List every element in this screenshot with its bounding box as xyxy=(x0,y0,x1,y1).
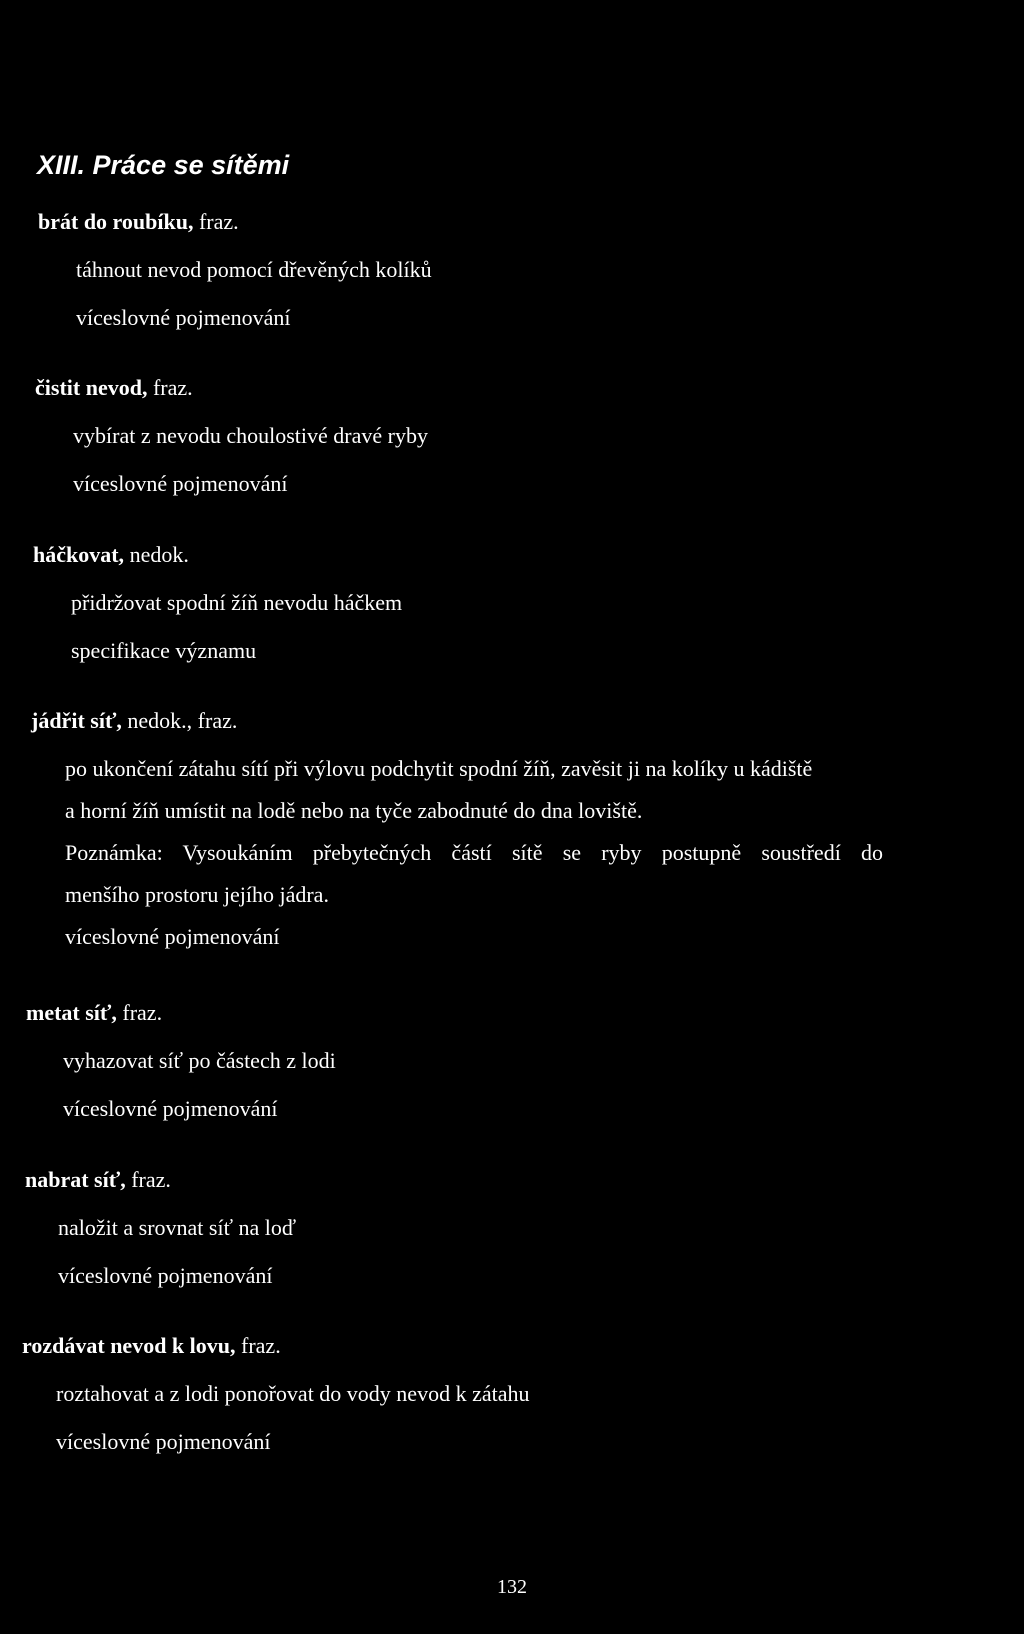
entry-category: víceslovné pojmenování xyxy=(58,1263,273,1288)
entry-headword: rozdávat nevod k lovu, xyxy=(22,1333,236,1358)
section-title: XIII. Práce se sítěmi xyxy=(37,150,290,180)
entry-definition: přidržovat spodní žíň nevodu háčkem xyxy=(71,590,403,615)
entry-headword: metat síť, xyxy=(26,1000,117,1025)
entry-category: víceslovné pojmenování xyxy=(56,1429,271,1454)
entry-header xyxy=(31,708,883,734)
entry-header xyxy=(26,1000,336,1026)
entry-headword: brát do roubíku, xyxy=(38,209,194,234)
entry-headword: nabrat síť, xyxy=(25,1167,126,1192)
entry-definition: táhnout nevod pomocí dřevěných kolíků xyxy=(76,257,432,282)
entry-header xyxy=(33,542,402,568)
entry-headword: jádřit síť, xyxy=(31,708,122,733)
entry-grammar: fraz. xyxy=(116,1000,163,1025)
glossary-entry xyxy=(33,542,402,664)
entry-headword: háčkovat, xyxy=(33,542,125,567)
entry-category: víceslovné pojmenování xyxy=(65,924,280,949)
entry-definition-line: po ukončení zátahu sítí při výlovu podchytit spodní žíň, zavěsit ji na kolíky u kádiště xyxy=(65,756,813,781)
glossary-entry xyxy=(26,1000,336,1122)
entry-header xyxy=(22,1333,529,1359)
entry-note-line: menšího prostoru jejího jádra. xyxy=(65,882,329,907)
entry-header xyxy=(35,375,428,401)
entry-headword: čistit nevod, xyxy=(35,375,148,400)
entry-grammar: fraz. xyxy=(235,1333,281,1358)
entry-grammar: fraz. xyxy=(147,375,193,400)
entry-grammar: nedok., fraz. xyxy=(121,708,238,733)
entry-definition: vyhazovat síť po částech z lodi xyxy=(63,1048,336,1073)
entry-grammar: nedok. xyxy=(124,542,189,567)
page-number: 132 xyxy=(497,1576,527,1598)
glossary-entry xyxy=(38,209,432,331)
glossary-entry xyxy=(25,1167,296,1289)
entry-note-line: Poznámka: Vysoukáním přebytečných částí sítě se ryby postupně soustředí do xyxy=(65,840,883,865)
entry-header xyxy=(25,1167,296,1193)
entry-grammar: fraz. xyxy=(125,1167,171,1192)
entry-definition-line: a horní žíň umístit na lodě nebo na tyče zabodnuté do dna loviště. xyxy=(65,798,643,823)
glossary-entry xyxy=(31,708,883,950)
entry-definition: naložit a srovnat síť na loď xyxy=(58,1215,297,1240)
entry-category: víceslovné pojmenování xyxy=(63,1096,278,1121)
glossary-entry xyxy=(22,1333,529,1455)
entry-definition: vybírat z nevodu choulostivé dravé ryby xyxy=(73,423,428,448)
entry-category: specifikace významu xyxy=(71,638,257,663)
entry-definition: roztahovat a z lodi ponořovat do vody nevod k zátahu xyxy=(56,1381,530,1406)
entry-header xyxy=(38,209,432,235)
entry-category: víceslovné pojmenování xyxy=(76,305,291,330)
entry-grammar: fraz. xyxy=(193,209,239,234)
entry-category: víceslovné pojmenování xyxy=(73,471,288,496)
glossary-entry xyxy=(35,375,428,497)
